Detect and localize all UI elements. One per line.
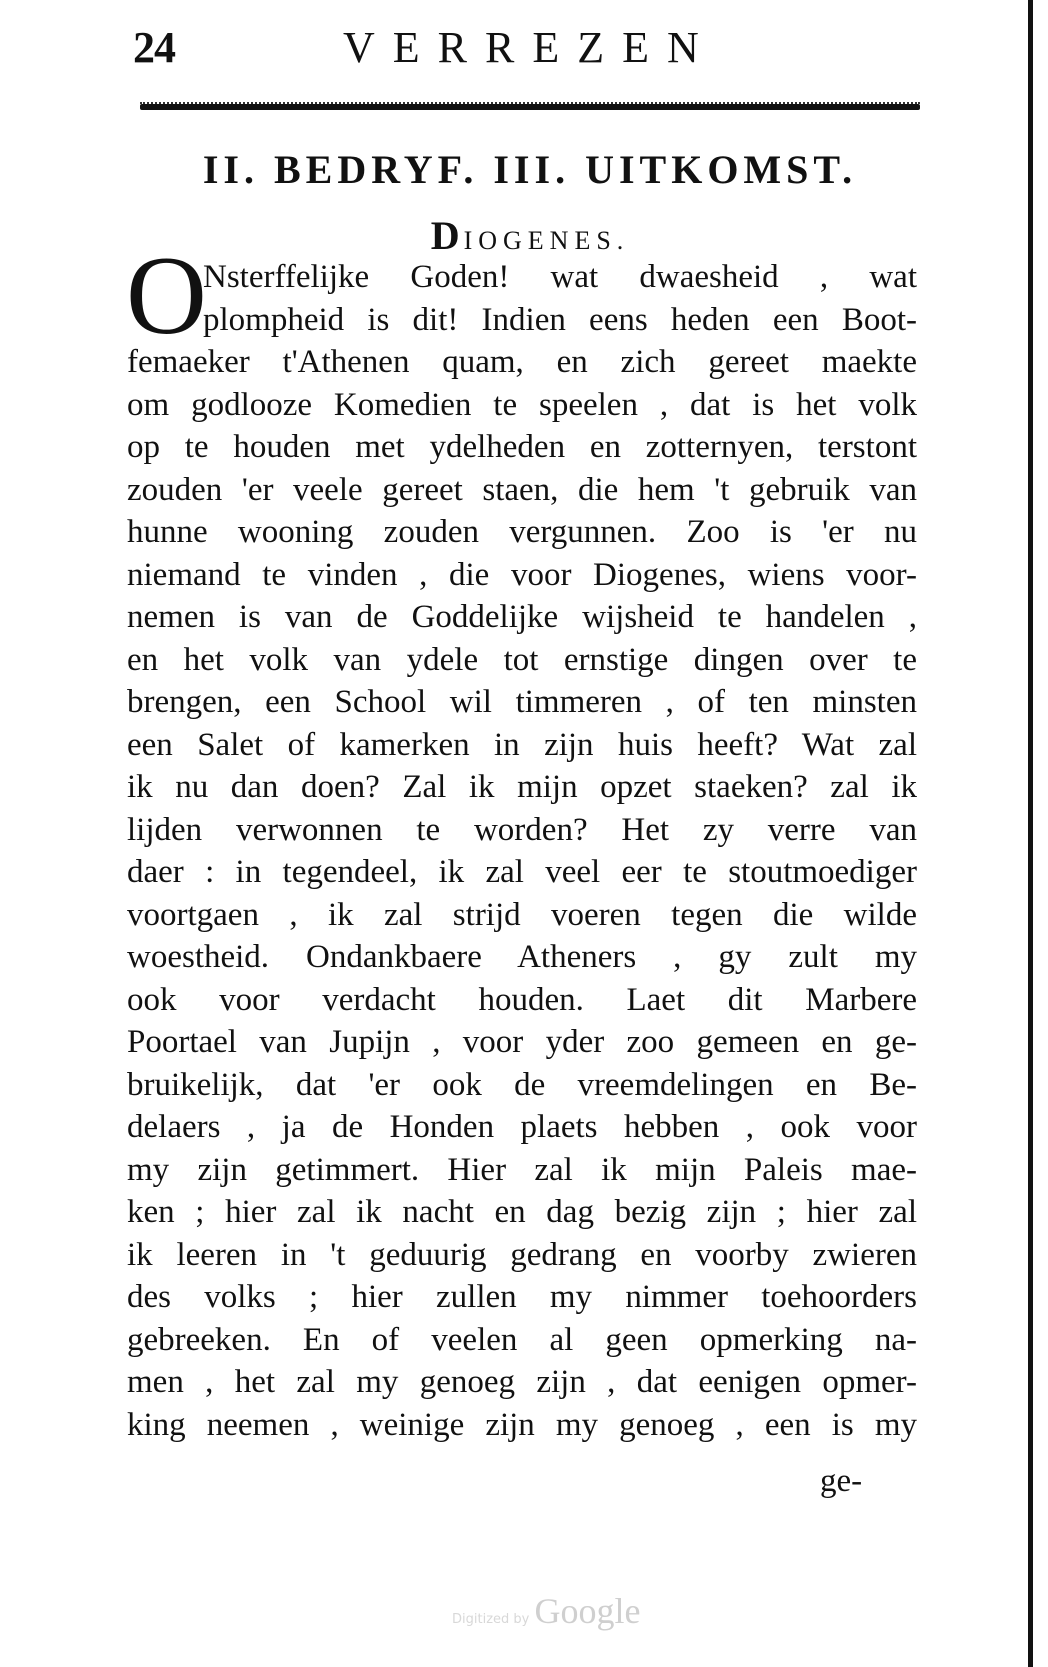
text-line: lijden verwonnen te worden? Het zy verre van	[127, 811, 917, 848]
text-line: niemand te vinden , die voor Diogenes, wiens voor-	[127, 556, 917, 593]
text-line: Poortael van Jupijn , voor yder zoo gemeen en ge-	[127, 1024, 917, 1060]
text-line: ik nu dan doen? Zal ik mijn opzet staeken? zal ik	[127, 769, 917, 805]
text-line: gebreeken. En of veelen al geen opmerking na-	[127, 1321, 917, 1358]
text-line: delaers , ja de Honden plaets hebben , ook voor	[127, 1109, 917, 1145]
text-line: ken ; hier zal ik nacht en dag bezig zijn ; hier zal	[127, 1194, 917, 1230]
text-line: een Salet of kamerken in zijn huis heeft? Wat zal	[127, 726, 917, 763]
page-number: 24	[133, 23, 175, 72]
text-line: des volks ; hier zullen my nimmer toehoorders	[127, 1279, 917, 1315]
text-line: woestheid. Ondankbaere Atheners , gy zult my	[127, 939, 917, 975]
digitization-watermark	[452, 1590, 640, 1632]
catchword: ge-	[820, 1463, 863, 1499]
text-line: men , het zal my genoeg zijn , dat eenigen opmer-	[127, 1364, 917, 1400]
text-line: bruikelijk, dat 'er ook de vreemdelingen en Be-	[127, 1066, 917, 1103]
text-line: king neemen , weinige zijn my genoeg , een is my	[127, 1406, 917, 1443]
header-rule-ornament	[140, 94, 920, 104]
text-line: om godlooze Komedien te speelen , dat is het volk	[127, 386, 917, 423]
text-line: op te houden met ydelheden en zotternyen, terstont	[127, 429, 917, 465]
text-line: brengen, een School wil timmeren , of ten minsten	[127, 684, 917, 720]
text-line: femaeker t'Athenen quam, en zich gereet maekte	[127, 344, 917, 380]
body-text	[127, 256, 917, 1446]
watermark-brand-logo: Google	[534, 1591, 641, 1631]
text-line: hunne wooning zouden vergunnen. Zoo is 'er nu	[127, 514, 917, 550]
text-line: ik leeren in 't geduurig gedrang en voorby zwieren	[127, 1236, 917, 1273]
text-line: ook voor verdacht houden. Laet dit Marbere	[127, 981, 917, 1018]
act-scene-heading: II. BEDRYF. III. UITKOMST.	[202, 147, 858, 192]
header-rule	[140, 104, 920, 110]
running-title: VERREZEN	[343, 23, 717, 72]
page-edge-border	[1028, 0, 1033, 1667]
running-head	[133, 22, 933, 82]
text-line: daer : in tegendeel, ik zal veel eer te stoutmoediger	[127, 854, 917, 890]
text-line: zouden 'er veele gereet staen, die hem 't gebruik van	[127, 471, 917, 508]
speaker-initial: D	[430, 213, 464, 258]
text-line: plompheid is dit! Indien eens heden een Boot-	[203, 301, 917, 338]
speaker-rest: IOGENES.	[463, 226, 630, 255]
text-line: voortgaen , ik zal strijd voeren tegen die wilde	[127, 896, 917, 933]
speaker-name	[140, 212, 920, 259]
text-line: my zijn getimmert. Hier zal ik mijn Paleis mae-	[127, 1151, 917, 1188]
text-line: en het volk van ydele tot ernstige dingen over te	[127, 641, 917, 678]
watermark-prefix: Digitized by	[452, 1612, 530, 1627]
text-line: Nsterffelijke Goden! wat dwaesheid , wat	[203, 259, 917, 295]
text-line: nemen is van de Goddelijke wijsheid te handelen ,	[127, 599, 917, 635]
drop-cap: O	[126, 234, 207, 358]
